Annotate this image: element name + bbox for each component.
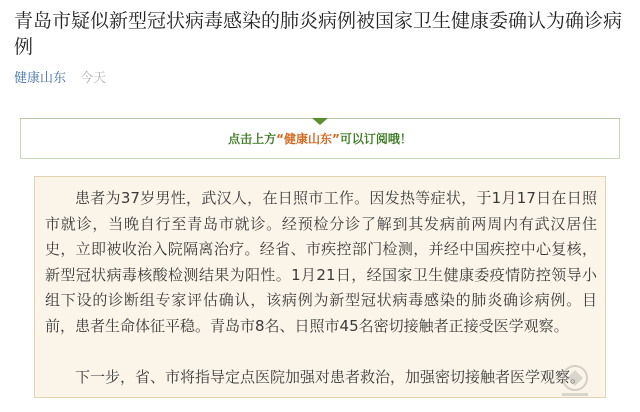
watermark-logo-icon [552, 360, 598, 400]
subscribe-suffix: 可以订阅哦！ [339, 132, 412, 146]
subscribe-brand: “健康山东” [276, 132, 340, 146]
article-body-card [34, 176, 606, 398]
body-paragraph: 患者为37岁男性，武汉人，在日照市工作。因发热等症状，于1月17日在日照市就诊，当晚自行至青岛市就诊。经预检分诊了解到其发病前两周内有武汉居住史，立即被收治入院隔离治疗。经省、市疾控部门检测，并经中国疾控中心复核，新型冠状病毒核酸检测结果为阳性。1月21日，经国家卫生健康委疫情防控领导小组下设的诊断组专家评估确认，该病例为新型冠状病毒感染的肺炎确诊病例。目前，患者生命体征平稳。青岛市8名、日照市45名密切接触者正接受医学观察。 [45, 189, 597, 335]
body-paragraph: 下一步，省、市将指导定点医院加强对患者救治，加强密切接触者医学观察。 [75, 368, 586, 386]
triangle-down-icon [312, 118, 328, 125]
subscribe-prompt[interactable] [20, 132, 620, 146]
publish-time: 今天 [80, 71, 107, 86]
article-meta [14, 71, 106, 87]
account-link[interactable]: 健康山东 [14, 71, 67, 86]
subscribe-prefix: 点击上方 [228, 132, 277, 146]
article-title: 青岛市疑似新型冠状病毒感染的肺炎病例被国家卫生健康委确认为确诊病例 [14, 10, 623, 58]
